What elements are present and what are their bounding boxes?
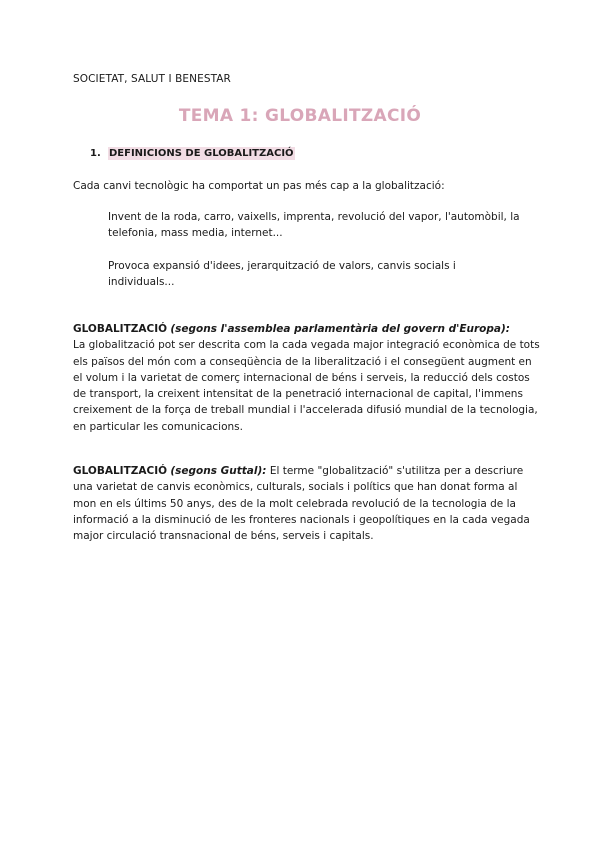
section-number: 1. xyxy=(90,148,101,159)
definition-source: (segons Guttal): xyxy=(170,465,267,477)
intro-paragraph: Cada canvi tecnològic ha comportat un pas més cap a la globalització: xyxy=(73,180,445,192)
definition-term: GLOBALITZACIÓ xyxy=(73,323,168,335)
section-heading xyxy=(90,147,295,160)
definition-text: El terme "globalització" s'utilitza per a descriure una varietat de canvis econòmics, culturals, socials i polítics que han donat forma al mon en els últims 50 anys, des de la molt celebrada revolució de la tecnologia de la informació a la disminució de les fronteres nacionals i geopolítiques en la cada vegada major circulació transnacional de béns, serveis i capitals. xyxy=(73,465,530,543)
definition-term: GLOBALITZACIÓ xyxy=(73,465,168,477)
indented-paragraph-effects: Provoca expansió d'idees, jerarquització de valors, canvis socials i individuals... xyxy=(108,260,456,289)
indented-paragraph-inventions: Invent de la roda, carro, vaixells, imprenta, revolució del vapor, l'automòbil, la telefonia, mass media, internet... xyxy=(108,211,520,240)
section-heading-text: DEFINICIONS DE GLOBALITZACIÓ xyxy=(109,148,294,159)
definition-paragraph-guttal xyxy=(73,463,543,544)
course-header: SOCIETAT, SALUT I BENESTAR xyxy=(73,73,231,85)
definition-text: La globalització pot ser descrita com la cada vegada major integració econòmica de tots els països del món com a conseqüència de la liberalització i el consegüent augment en el volum i la varietat de comerç internacional de béns i serveis, la reducció dels costos de transport, la creixent intensitat de la penetració internacional de capital, l'immens creixement de la força de treball mundial i l'accelerada difusió mundial de la tecnologia, en particular les comunicacions. xyxy=(73,339,540,433)
definition-paragraph-europe xyxy=(73,321,543,435)
page-title: TEMA 1: GLOBALITZACIÓ xyxy=(178,106,422,126)
definition-source: (segons l'assemblea parlamentària del govern d'Europa): xyxy=(170,323,510,335)
